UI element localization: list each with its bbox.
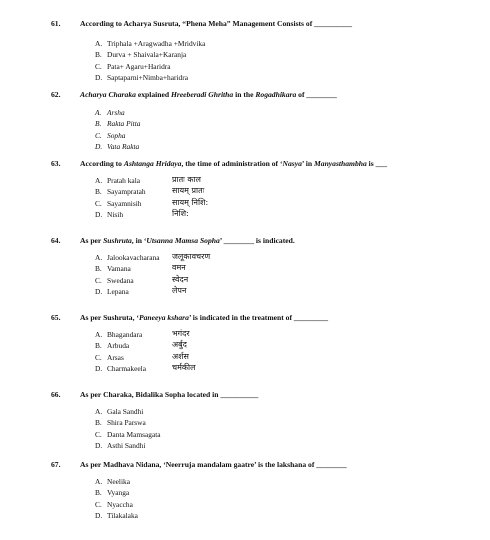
option-devanagari-text: चर्मकील [172,363,196,373]
option-d[interactable] [0,73,490,84]
option-devanagari-text: अर्बुद [172,340,187,350]
question-text-segment: is ___ [366,159,388,168]
option-letter: B. [95,488,102,498]
option-letter: D. [95,511,103,521]
option-a[interactable] [0,39,490,50]
option-c[interactable] [0,131,490,142]
option-devanagari-text: भगंदर [172,329,190,338]
option-text: Swedana [107,275,134,285]
option-letter: A. [95,176,103,185]
question-number: 64. [51,236,61,245]
question-number: 63. [51,159,61,168]
option-text: Saptaparni+Nimba+haridra [107,73,188,83]
question-text-segment: explained [135,90,171,99]
option-text: Neelika [107,477,130,486]
option-text: Vata Rakta [107,142,140,152]
option-letter: D. [95,441,103,451]
question-text-segment: Acharya Charaka [80,90,136,99]
option-letter: B. [95,341,102,351]
question-text-segment: , the time of administration of ‘ [181,159,283,168]
option-a[interactable] [0,477,490,488]
question-text [80,313,328,322]
question-number: 65. [51,313,61,322]
question-number: 61. [51,19,61,28]
option-text: Asthi Sandhi [107,441,146,451]
option-text: Jalookavacharana [107,253,160,262]
option-letter: A. [95,330,103,339]
question-text-segment: Utsanna Mamsa Sopha [146,236,220,245]
option-devanagari-text: सायम् प्रातः [172,186,205,196]
option-b[interactable] [0,264,490,275]
option-b[interactable] [0,187,490,198]
option-text: Sayamnisih [107,198,142,208]
option-text: Arsas [107,352,124,362]
question-text [80,159,387,168]
option-c[interactable] [0,199,490,210]
option-d[interactable] [0,364,490,375]
option-c[interactable] [0,430,490,441]
option-text: Sopha [107,130,126,140]
option-text: Sayampratah [107,187,146,197]
option-c[interactable] [0,276,490,287]
option-text: Gala Sandhi [107,407,144,416]
question-text-segment: Manyasthambha [314,159,367,168]
option-letter: C. [95,61,102,71]
question-text-segment: As per Charaka, Bidalika Sopha located in __________ [80,390,259,399]
option-text: Pata+ Agaru+Haridra [107,61,171,71]
option-text: Bhagandara [107,330,143,339]
option-letter: B. [95,264,102,274]
option-devanagari-text: सायम् निशि: [172,197,209,207]
option-letter: B. [95,418,102,428]
question-text-segment: Ashtanga Hridaya [123,159,182,168]
question-text-segment: According to Acharya Susruta, “Phena Meha” Management Consists of __________ [80,19,353,28]
option-a[interactable] [0,330,490,341]
option-a[interactable] [0,108,490,119]
option-b[interactable] [0,119,490,130]
option-letter: C. [95,499,102,509]
option-text: Danta Mamsagata [107,429,161,439]
option-text: Pratah kala [107,176,141,185]
question-text-segment: Nasya [282,159,302,168]
option-d[interactable] [0,287,490,298]
option-devanagari-text: लेपन [172,286,187,296]
option-letter: D. [95,210,103,220]
option-text: Charmakeela [107,364,146,374]
option-devanagari-text: स्वेदन [172,274,189,284]
option-letter: B. [95,50,102,60]
option-letter: D. [95,73,103,83]
option-text: Rakta Pitta [107,119,141,129]
option-a[interactable] [0,176,490,187]
option-letter: D. [95,287,103,297]
question-text-segment: Sushruta [103,236,132,245]
question-text-segment: As per Madhava Nidana, ‘Neerruja mandalam gaatre’ is the lakshana of ________ [80,460,347,469]
option-text: Vamana [107,264,131,274]
option-devanagari-text: जलूकावचरण [172,252,211,261]
option-letter: A. [95,477,103,486]
question-text-segment: Rogadhikara [255,90,297,99]
option-text: Arsha [107,108,125,117]
option-letter: C. [95,275,102,285]
option-c[interactable] [0,353,490,364]
option-d[interactable] [0,511,490,522]
option-letter: C. [95,198,102,208]
option-devanagari-text: प्रातः काल [172,175,201,184]
question-text-segment: As per [80,236,104,245]
question-text [80,90,337,99]
option-letter: A. [95,108,102,117]
option-d[interactable] [0,210,490,221]
option-c[interactable] [0,500,490,511]
option-text: Nisih [107,210,124,220]
option-a[interactable] [0,407,490,418]
question-text [80,236,295,245]
question-number: 62. [51,90,61,99]
option-b[interactable] [0,341,490,352]
option-text: Tilakalaka [107,511,138,521]
option-letter: A. [95,407,103,416]
option-c[interactable] [0,62,490,73]
question-text-segment: Paneeya kshara [138,313,189,322]
option-letter: B. [95,119,102,129]
question-number: 67. [51,460,61,469]
option-letter: C. [95,130,102,140]
option-text: Triphala +Aragwadha +Mridvika [107,39,206,48]
option-letter: C. [95,429,102,439]
question-text-segment: Hreeberadi Ghritha [170,90,234,99]
option-d[interactable] [0,142,490,153]
option-letter: C. [95,352,102,362]
question-number: 66. [51,390,61,399]
option-b[interactable] [0,488,490,499]
option-text: Vyanga [107,488,130,498]
question-text [80,19,352,28]
option-text: Durva + Shaivala+Karanja [107,50,187,60]
option-letter: B. [95,187,102,197]
question-text-segment: in the [233,90,256,99]
option-devanagari-text: निशि: [172,209,189,219]
question-text-segment: According to [80,159,124,168]
option-a[interactable] [0,253,490,264]
question-text-segment: , in ‘ [131,236,147,245]
option-letter: D. [95,364,103,374]
option-devanagari-text: अर्शस [172,351,189,361]
option-b[interactable] [0,418,490,429]
question-text [80,460,347,469]
option-d[interactable] [0,441,490,452]
question-text-segment: ’ ________ is indicated. [219,236,295,245]
question-text [80,390,258,399]
question-text-segment: ’ in [301,159,315,168]
option-b[interactable] [0,50,490,61]
option-text: Nyaccha [107,499,133,509]
question-text-segment: ’ is indicated in the treatment of _________ [188,313,329,322]
option-text: Lepana [107,287,129,297]
option-text: Shira Parswa [107,418,146,428]
question-text-segment: As per Sushruta, ‘ [80,313,139,322]
option-letter: A. [95,253,103,262]
option-letter: A. [95,39,103,48]
option-text: Arbuda [107,341,130,351]
option-devanagari-text: वमन [172,263,186,273]
option-letter: D. [95,142,103,152]
question-text-segment: of ________ [296,90,337,99]
